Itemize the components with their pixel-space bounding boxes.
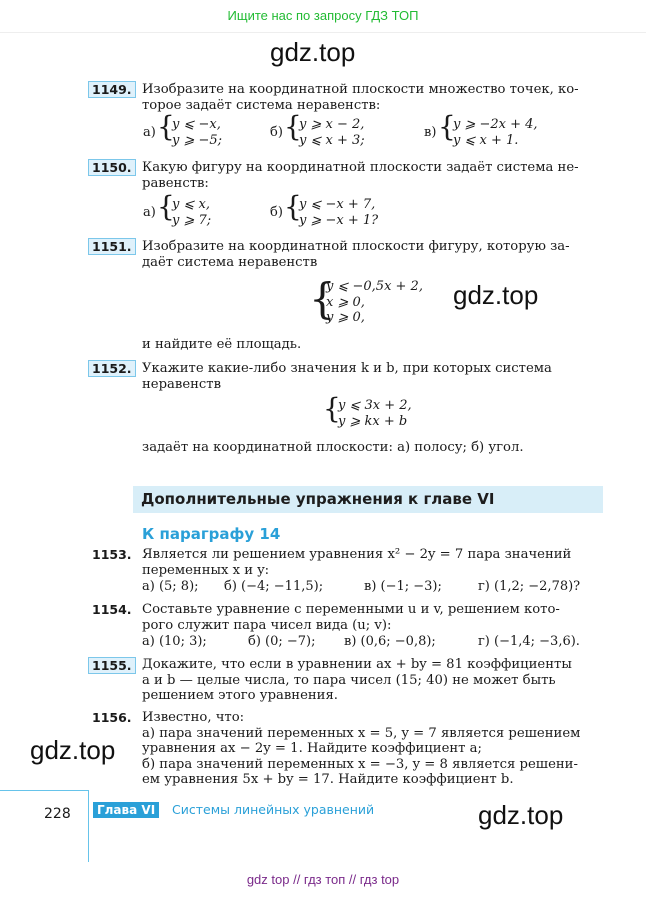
system-brace: { xyxy=(284,190,302,223)
top-banner xyxy=(0,0,646,33)
inequality: y ⩽ x, xyxy=(172,197,210,212)
footer-rule-vertical xyxy=(88,790,89,862)
chapter-title: Системы линейных уравнений xyxy=(172,802,375,817)
inequality-system xyxy=(326,279,423,326)
problem-line: задаёт на координатной плоскости: а) полосу; б) угол. xyxy=(142,440,524,455)
inequality-system xyxy=(172,197,211,228)
bottom-links[interactable]: gdz top // гдз топ // гдз top xyxy=(246,872,400,887)
problem-number-1149: 1149. xyxy=(88,81,136,98)
option: г) (1,2; −2,78)? xyxy=(478,579,581,594)
inequality: y ⩾ −5; xyxy=(172,132,223,148)
problem-1155-text xyxy=(142,657,602,704)
option: в) (−1; −3); xyxy=(364,579,442,594)
problem-line: Какую фигуру на координатной плоскости задаёт система не- xyxy=(142,160,579,175)
problem-1151-text xyxy=(142,239,602,270)
problem-1152-text xyxy=(142,361,602,392)
option-label: в) xyxy=(424,125,437,140)
inequality-system xyxy=(299,117,365,148)
option: в) (0,6; −0,8); xyxy=(344,634,436,649)
option-label: б) xyxy=(270,205,283,220)
problem-line: решением этого уравнения. xyxy=(142,688,338,703)
inequality: y ⩽ −x + 7, xyxy=(299,197,376,212)
top-banner-text: Ищите нас по запросу ГДЗ ТОП xyxy=(227,8,419,23)
option-label: а) xyxy=(143,205,156,220)
options-row xyxy=(142,634,602,650)
inequality: y ⩾ kx + b xyxy=(338,413,408,429)
problem-line: Составьте уравнение с переменными u и v, решением кото- xyxy=(142,602,560,617)
inequality: y ⩾ −x + 1? xyxy=(299,212,379,228)
inequality: y ⩽ −x, xyxy=(172,117,221,132)
problem-1150-text xyxy=(142,160,602,191)
system-brace: { xyxy=(284,110,302,143)
inequality-system xyxy=(299,197,378,228)
chapter-badge: Глава VI xyxy=(93,802,159,818)
problem-1156-text xyxy=(142,710,602,788)
problem-line: Изобразите на координатной плоскости множество точек, ко- xyxy=(142,82,579,97)
watermark: gdz.top xyxy=(478,800,564,830)
options-row xyxy=(142,579,602,595)
system-brace: { xyxy=(157,110,175,143)
problem-number-1151: 1151. xyxy=(88,238,136,255)
problem-number-1150: 1150. xyxy=(88,159,136,176)
option-label: а) xyxy=(143,125,156,140)
inequality: y ⩾ 7; xyxy=(172,212,212,228)
system-brace: { xyxy=(323,392,341,425)
problem-line: рого служит пара чисел вида (u; v): xyxy=(142,617,392,633)
problem-number-1156: 1156. xyxy=(92,710,132,725)
problem-1154-text xyxy=(142,602,602,633)
problem-number-1154: 1154. xyxy=(92,602,132,617)
system-brace: { xyxy=(309,274,336,323)
problem-line: a и b — целые числа, то пара чисел (15; 40) не может быть xyxy=(142,672,556,688)
problem-line: торое задаёт система неравенств: xyxy=(142,97,381,113)
problem-line: уравнения ax − 2y = 1. Найдите коэффициент a; xyxy=(142,741,482,756)
watermark: gdz.top xyxy=(453,280,539,310)
problem-line: а) пара значений переменных x = 5, y = 7 является решением xyxy=(142,725,581,741)
problem-line: ем уравнения 5x + by = 17. Найдите коэффициент b. xyxy=(142,772,514,787)
problem-number-1153: 1153. xyxy=(92,547,132,562)
problem-number-1152: 1152. xyxy=(88,360,136,377)
problem-1153-text xyxy=(142,547,602,578)
problem-line: Докажите, что если в уравнении ax + by = 81 коэффициенты xyxy=(142,657,572,672)
problem-line: Известно, что: xyxy=(142,710,245,725)
option: а) (5; 8); xyxy=(142,579,199,594)
inequality-system xyxy=(172,117,222,148)
problem-line: переменных x и y: xyxy=(142,562,270,578)
problem-line: и найдите её площадь. xyxy=(142,337,302,352)
option: а) (10; 3); xyxy=(142,634,207,649)
inequality: y ⩽ 3x + 2, xyxy=(338,398,412,413)
page-number: 228 xyxy=(44,806,71,822)
inequality: x ⩾ 0, xyxy=(326,294,365,310)
inequality: y ⩾ −2x + 4, xyxy=(453,117,538,132)
watermark: gdz.top xyxy=(30,735,116,765)
problem-line: равенств: xyxy=(142,175,209,191)
inequality: y ⩾ 0, xyxy=(326,310,365,325)
problem-line: неравенств xyxy=(142,376,222,392)
problem-line: Укажите какие-либо значения k и b, при которых система xyxy=(142,361,552,376)
inequality: y ⩽ −0,5x + 2, xyxy=(326,279,423,294)
option: б) (−4; −11,5); xyxy=(224,579,324,594)
section-header xyxy=(133,486,603,513)
inequality: y ⩾ x − 2, xyxy=(299,117,365,132)
system-brace: { xyxy=(438,110,456,143)
inequality-system xyxy=(338,398,412,429)
problem-line: Изобразите на координатной плоскости фигуру, которую за- xyxy=(142,239,570,254)
inequality-system xyxy=(453,117,538,148)
problem-1149-text xyxy=(142,82,602,113)
system-brace: { xyxy=(157,190,175,223)
section-title: Дополнительные упражнения к главе VI xyxy=(141,490,495,508)
problem-line: Является ли решением уравнения x² − 2y = 7 пара значений xyxy=(142,547,572,562)
footer-rule xyxy=(0,790,88,791)
watermark: gdz.top xyxy=(270,37,356,67)
inequality: y ⩽ x + 1. xyxy=(453,132,519,148)
problem-number-1155: 1155. xyxy=(88,657,136,674)
paragraph-title: К параграфу 14 xyxy=(142,525,281,543)
problem-line: б) пара значений переменных x = −3, y = 8 является решени- xyxy=(142,756,578,772)
option-label: б) xyxy=(270,125,283,140)
inequality: y ⩽ x + 3; xyxy=(299,132,365,148)
problem-line: даёт система неравенств xyxy=(142,254,318,270)
option: г) (−1,4; −3,6). xyxy=(478,634,580,649)
option: б) (0; −7); xyxy=(248,634,316,649)
